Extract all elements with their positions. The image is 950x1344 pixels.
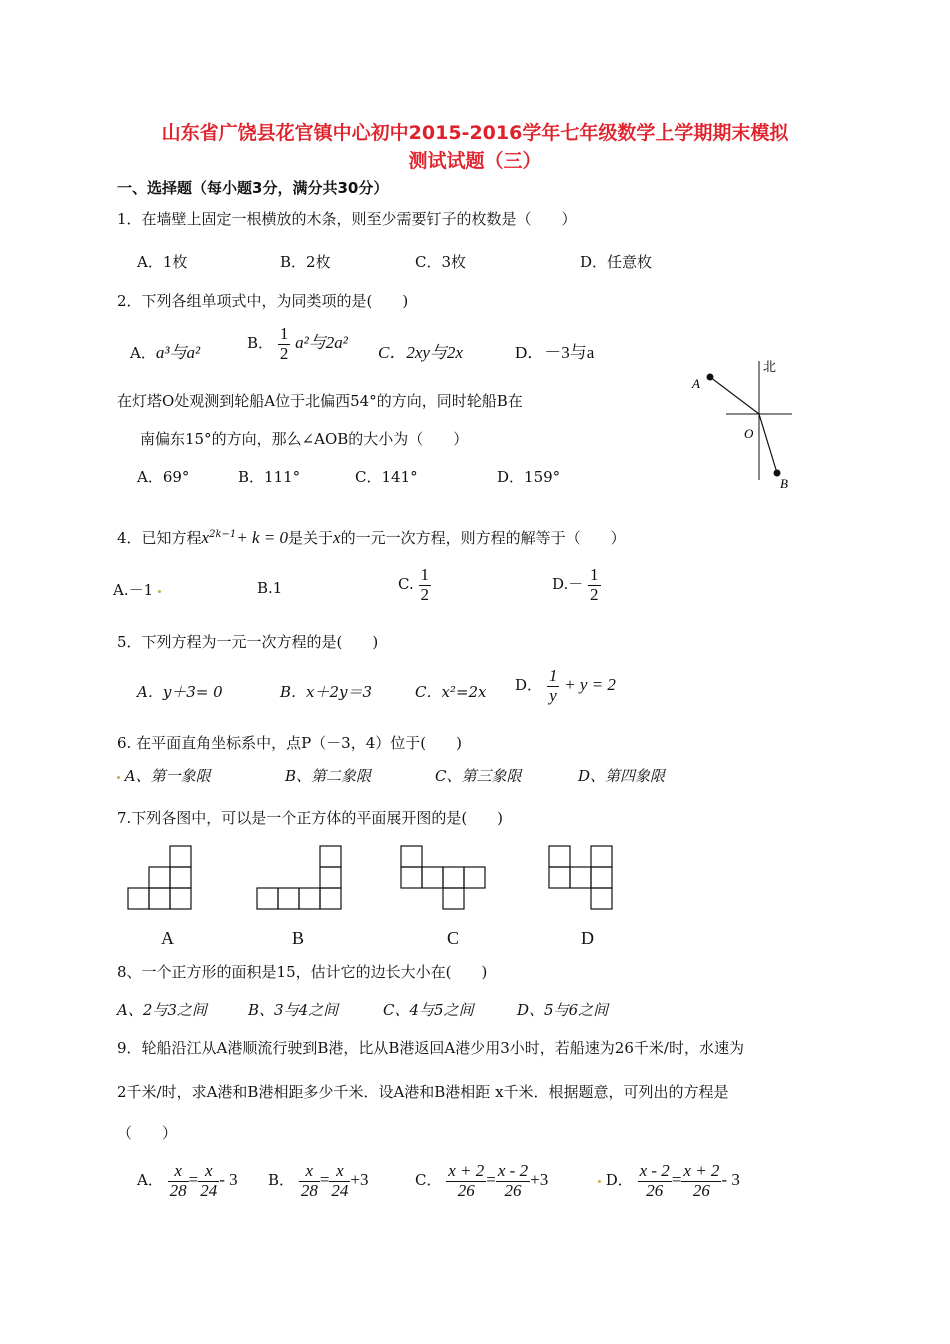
marker-dot bbox=[598, 1180, 601, 1183]
q9-b-frac-right: $\frac{x}{24}$ bbox=[331, 1161, 349, 1200]
net-a bbox=[128, 846, 191, 909]
q8-option-d: D、5与6之间 bbox=[517, 1001, 609, 1019]
q4-eq-base: x bbox=[201, 528, 210, 547]
point-o-label: O bbox=[744, 426, 754, 441]
q5-option-c: C．x²=2x bbox=[415, 683, 487, 701]
point-a-label: A bbox=[692, 376, 700, 391]
question-3-line2: 南偏东15°的方向，那么∠AOB的大小为（ ） bbox=[140, 430, 469, 448]
doc-title-line2: 测试试题（三） bbox=[408, 150, 542, 172]
q9-a-frac-left: $\frac{x}{28}$ bbox=[169, 1161, 187, 1200]
q4-option-d bbox=[552, 566, 601, 604]
q9-option-d: D． $\frac{x - 2}{26}$ = $\frac{x + 2}{26}$ - 3 bbox=[598, 1162, 740, 1200]
ship-a-point bbox=[707, 374, 714, 381]
q1-option-b: B．2枚 bbox=[280, 253, 331, 271]
question-8-stem: 8、一个正方形的面积是15，估计它的边长大小在( ) bbox=[117, 963, 488, 981]
q8-option-c: C、4与5之间 bbox=[383, 1001, 474, 1019]
q9-b-frac-left: $\frac{x}{28}$ bbox=[300, 1161, 318, 1200]
q3-option-c: C．141° bbox=[355, 468, 418, 486]
q2-a-expr: a³与a² bbox=[155, 343, 201, 362]
q6-option-c: C、第三象限 bbox=[435, 767, 522, 785]
q8-option-b: B、3与4之间 bbox=[248, 1001, 339, 1019]
q2-option-a bbox=[130, 338, 200, 363]
q4-option-a: A.－1 bbox=[113, 579, 161, 600]
q4-c-label: C. bbox=[398, 575, 414, 594]
q4-post: 的一元一次方程，则方程的解等于（ ） bbox=[340, 529, 626, 547]
q2-option-d: D．－3与a bbox=[515, 343, 595, 362]
net-label-b: B bbox=[292, 928, 305, 948]
q9-a-frac-right: $\frac{x}{24}$ bbox=[200, 1161, 218, 1200]
cube-nets-figure bbox=[120, 840, 820, 915]
q5-d-fraction: $\frac{1}{y}$ bbox=[548, 666, 558, 705]
q5-option-b: B．x＋2y＝3 bbox=[280, 683, 373, 701]
net-label-d: D bbox=[581, 928, 594, 948]
net-label-a: A bbox=[161, 928, 174, 948]
question-9-line1: 9．轮船沿江从A港顺流行驶到B港，比从B港返回A港少用3小时，若船速为26千米/时，水速为 bbox=[117, 1039, 744, 1057]
q2-b-fraction: $\frac{1}{2}$ bbox=[279, 324, 289, 363]
section-heading: 一、选择题（每小题3分，满分共30分） bbox=[117, 179, 389, 197]
q6-option-a: A、第一象限 bbox=[117, 765, 211, 786]
q6-option-b: B、第二象限 bbox=[285, 767, 372, 785]
q4-eq-rest: + k = 0 bbox=[236, 528, 289, 547]
point-b-label: B bbox=[780, 476, 788, 491]
q5-d-label: D． bbox=[515, 676, 543, 695]
q4-mid: 是关于 bbox=[288, 529, 334, 547]
q1-option-c: C．3枚 bbox=[415, 253, 467, 271]
q9-c-frac-right: $\frac{x - 2}{26}$ bbox=[497, 1161, 529, 1200]
question-3-line1: 在灯塔O处观测到轮船A位于北偏西54°的方向，同时轮船B在 bbox=[117, 392, 523, 410]
q2-option-c: C．2xy与2x bbox=[378, 343, 463, 362]
q5-option-a: A．y＋3= 0 bbox=[137, 683, 223, 701]
q4-option-b: B.1 bbox=[257, 579, 283, 597]
q4-d-label: D.－ bbox=[552, 575, 584, 594]
q5-option-d bbox=[515, 667, 616, 705]
q4-var: x bbox=[333, 528, 341, 547]
q4-c-fraction: $\frac{1}{2}$ bbox=[420, 565, 429, 604]
question-2-stem: 2．下列各组单项式中，为同类项的是( ) bbox=[117, 292, 409, 310]
marker-dot bbox=[158, 590, 161, 593]
net-c bbox=[401, 846, 485, 909]
q9-c-frac-left: $\frac{x + 2}{26}$ bbox=[448, 1161, 485, 1200]
question-9-line3: （ ） bbox=[117, 1124, 178, 1142]
q2-option-b bbox=[247, 325, 348, 363]
q4-pre: 4．已知方程 bbox=[117, 529, 202, 547]
q5-d-rest: + y = 2 bbox=[564, 675, 616, 695]
north-label: 北 bbox=[763, 360, 777, 375]
q9-d-frac-right: $\frac{x + 2}{26}$ bbox=[683, 1161, 720, 1200]
q4-eq-exp: 2k−1 bbox=[209, 529, 237, 540]
question-5-stem: 5．下列方程为一元一次方程的是( ) bbox=[117, 633, 379, 651]
q2-b-rest: a²与2a² bbox=[295, 333, 348, 353]
q4-d-fraction: $\frac{1}{2}$ bbox=[590, 565, 599, 604]
q1-option-d: D．任意枚 bbox=[580, 253, 653, 271]
net-label-c: C bbox=[447, 928, 460, 948]
net-d bbox=[549, 846, 612, 909]
q4-option-c bbox=[398, 566, 431, 604]
q3-option-a: A．69° bbox=[137, 468, 190, 486]
question-9-line2: 2千米/时，求A港和B港相距多少千米．设A港和B港相距 x千米．根据题意，可列出的方程是 bbox=[117, 1083, 729, 1101]
q2-b-label: B． bbox=[247, 334, 274, 353]
q1-option-a: A．1枚 bbox=[137, 253, 188, 271]
q9-option-b: B． $\frac{x}{28}$ = $\frac{x}{24}$ +3 bbox=[268, 1161, 369, 1200]
question-1-stem: 1．在墙壁上固定一根横放的木条，则至少需要钉子的枚数是（ ） bbox=[117, 210, 577, 228]
question-6-stem: 6. 在平面直角坐标系中，点P（－3，4）位于( ) bbox=[117, 734, 462, 752]
marker-dot bbox=[117, 776, 120, 779]
q2-a-label: A． bbox=[130, 344, 156, 362]
net-b bbox=[257, 846, 341, 909]
doc-title-line1: 山东省广饶县花官镇中心初中2015-2016学年七年级数学上学期期末模拟 bbox=[161, 122, 789, 144]
q9-option-c: C． $\frac{x + 2}{26}$ = $\frac{x - 2}{26}$ +3 bbox=[415, 1161, 549, 1200]
q3-option-d: D．159° bbox=[497, 468, 561, 486]
bearing-diagram bbox=[680, 355, 810, 495]
q8-option-a: A、2与3之间 bbox=[117, 1001, 207, 1019]
question-7-stem: 7.下列各图中，可以是一个正方体的平面展开图的是( ) bbox=[117, 809, 504, 827]
question-4-stem bbox=[117, 527, 626, 548]
q9-d-frac-left: $\frac{x - 2}{26}$ bbox=[639, 1161, 670, 1200]
q6-option-d: D、第四象限 bbox=[578, 767, 666, 785]
q9-option-a: A． $\frac{x}{28}$ = $\frac{x}{24}$ - 3 bbox=[137, 1161, 238, 1200]
q3-option-b: B．111° bbox=[238, 468, 301, 486]
